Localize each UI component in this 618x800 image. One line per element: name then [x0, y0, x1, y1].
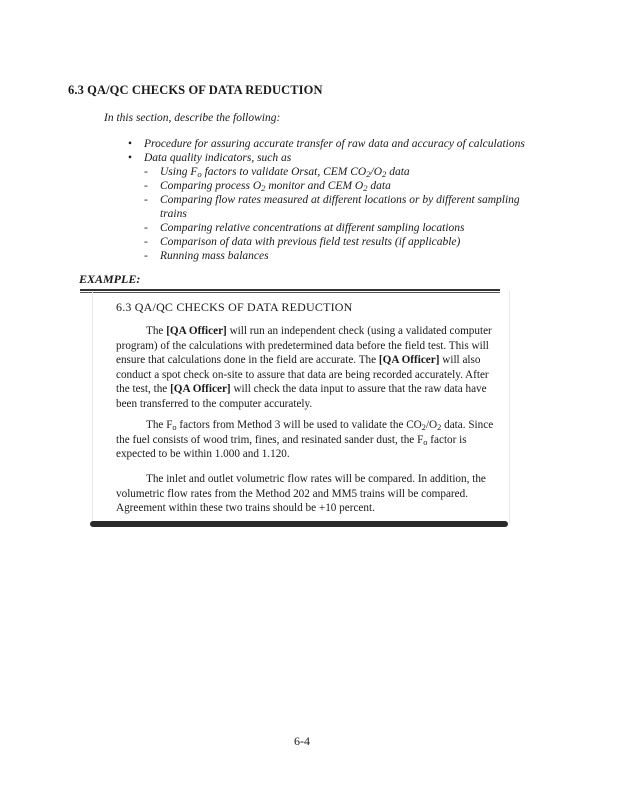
example-paragraph-2: The $F_o$ factors from Method 3 will be used to validate the $CO_2/O_2$ data. Since the fuel consists of wood trim, fines, and resinated sander dust, the $F_o$ factor is expected to be within 1.000 and 1.120. [116, 419, 494, 461]
bullet-item: • Data quality indicators, such as [128, 151, 538, 165]
example-bottom-rule [90, 521, 508, 527]
sub-item: - Comparison of data with previous field test results (if applicable) [144, 235, 538, 249]
sub-item: - Comparing process $O_2$ monitor and CEM $O_2$ data [144, 179, 538, 193]
sub-item: - Using $F_o$ factors to validate Orsat, CEM $CO_2/O_2$ data [144, 165, 538, 179]
example-label: EXAMPLE: [79, 272, 141, 286]
example-paragraph-3: The inlet and outlet volumetric flow rates will be compared. In addition, the volumetric flow rates from the Method 202 and MM5 trains will be compared. Agreement within these two trains should be +10 percent. [116, 473, 486, 515]
page-number: 6-4 [294, 734, 310, 748]
role-placeholder: [QA Officer] [170, 383, 231, 396]
role-placeholder: [QA Officer] [166, 325, 227, 337]
example-paragraph-1: The [QA Officer] will run an independent check (using a validated computer program) of the calculations with predetermined data before the field test. This will ensure that calculations done in the field are accurate. The [QA Officer] will also conduct a spot check on-site to assure that data are being recorded accurately. After the test, the [QA Officer] will check the data input to assure that the raw data have been transferred to the computer accurately. [116, 325, 492, 410]
sub-item: - Comparing flow rates measured at different locations or by different sampling trains [144, 193, 538, 221]
sub-list [144, 165, 538, 263]
example-heading: 6.3 QA/QC CHECKS OF DATA REDUCTION [116, 300, 353, 314]
bullet-item: • Procedure for assuring accurate transfer of raw data and accuracy of calculations [128, 137, 538, 151]
sub-item: - Comparing relative concentrations at different sampling locations [144, 221, 538, 235]
section-heading: 6.3 QA/QC CHECKS OF DATA REDUCTION [68, 83, 323, 97]
role-placeholder: [QA Officer] [378, 354, 440, 367]
instruction-list [128, 137, 538, 263]
sub-item: - Running mass balances [144, 249, 538, 263]
section-intro: In this section, describe the following: [104, 112, 281, 124]
